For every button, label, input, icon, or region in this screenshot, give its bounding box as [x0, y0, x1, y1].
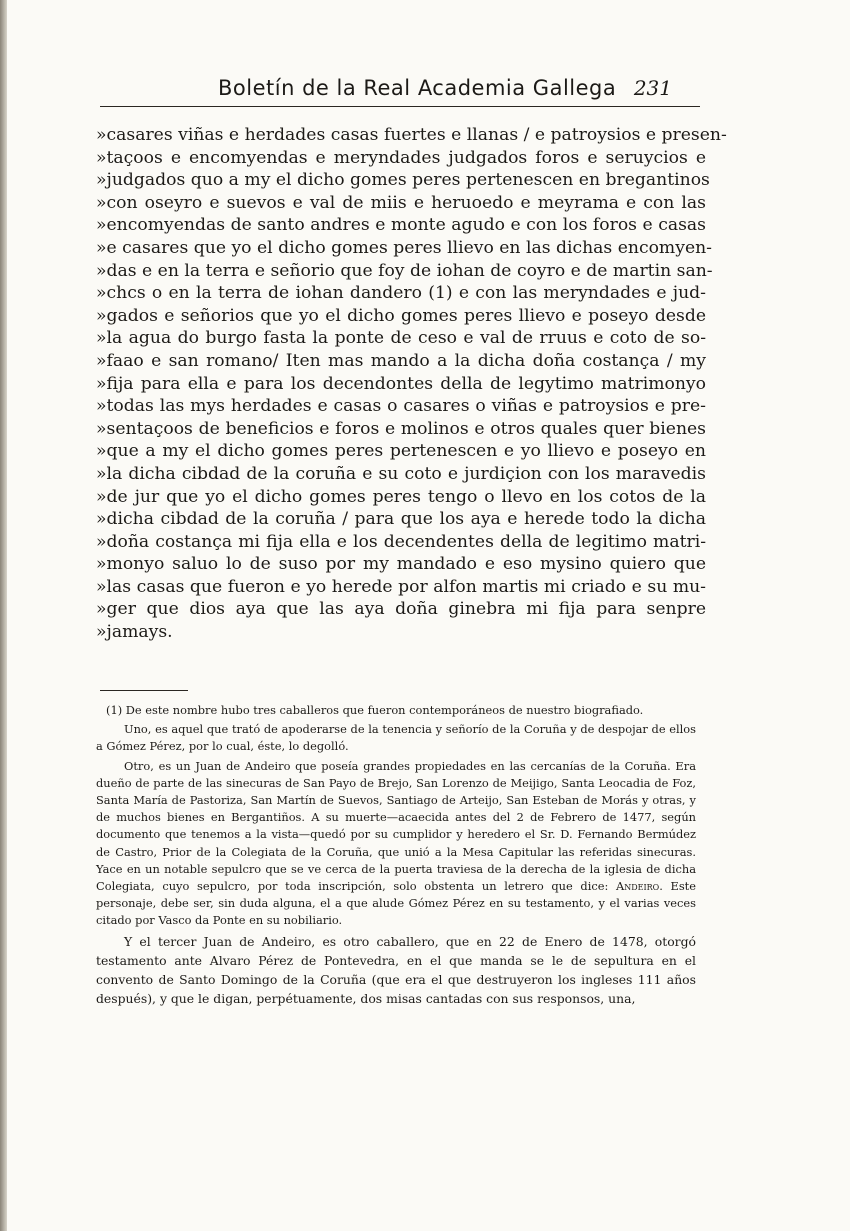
footnote-paragraph: (1) De este nombre hubo tres caballeros que fueron contemporáneos de nuestro biografiado.	[106, 703, 644, 717]
running-header	[100, 72, 700, 107]
footnote-separator	[100, 690, 188, 691]
text-line: »la agua do burgo fasta la ponte de ceso e val de rruus e coto de so-	[96, 328, 706, 349]
text-line: »sentaçoos de beneficios e foros e molinos e otros quales quer bienes	[96, 418, 706, 439]
inscription-text: Andeiro	[615, 879, 660, 894]
text-line: »judgados quo a my el dicho gomes peres pertenescen en bregantinos	[96, 170, 710, 191]
text-line: »doña costança mi fija ella e los decendentes della de legitimo matri-	[96, 531, 706, 552]
text-line: »la dicha cibdad de la coruña e su coto e jurdiçion con los maravedis	[96, 463, 706, 484]
text-line: »dicha cibdad de la coruña / para que los aya e herede todo la dicha	[96, 509, 706, 530]
text-line: »taçoos e encomyendas e meryndades judgados foros e seruycios e	[96, 147, 706, 168]
footnote-paragraph: Uno, es aquel que trató de apoderarse de la tenencia y señorío de la Coruña y de despojar de ellos a Gómez Pérez, por lo cual, éste, lo degolló.	[96, 722, 696, 754]
text-line: »de jur que yo el dicho gomes peres tengo o llevo en los cotos de la	[96, 486, 706, 507]
page-number: 231	[633, 76, 672, 100]
text-line: »ger que dios aya que las aya doña ginebra mi fija para senpre	[96, 599, 706, 620]
footnote-paragraph	[96, 758, 696, 930]
footnote-paragraph: Y el tercer Juan de Andeiro, es otro caballero, que en 22 de Enero de 1478, otorgó testamento ante Alvaro Pérez de Pontevedra, en el que manda se le de sepultura en el convento de Santo Domingo de la Coruña (que era el que destruyeron los ingleses 111 años después), y que le digan, perpétuamente, dos misas cantadas con sus responsos, una,	[96, 933, 696, 1006]
footnote-text: . Este personaje, debe ser, sin duda alguna, el a que alude Gómez Pérez en su testamento, y el varias veces citado por Vasco da Ponte en su nobiliario.	[96, 879, 696, 928]
text-line: »monyo saluo lo de suso por my mandado e eso mysino quiero que	[96, 554, 706, 575]
journal-title: Boletín de la Real Academia Gallega	[218, 76, 617, 100]
text-line: »casares viñas e herdades casas fuertes e llanas / e patroysios e presen-	[96, 125, 727, 145]
text-line: »las casas que fueron e yo herede por alfon martis mi criado e su mu-	[96, 576, 706, 597]
text-line: »e casares que yo el dicho gomes peres llievo en las dichas encomyen-	[96, 237, 712, 258]
text-line: »jamays.	[96, 622, 173, 643]
text-line: »con oseyro e suevos e val de miis e heruoedo e meyrama e con las	[96, 192, 706, 213]
text-line: »gados e señorios que yo el dicho gomes peres llievo e poseyo desde	[96, 305, 706, 326]
text-line: »que a my el dicho gomes peres pertenescen e yo llievo e poseyo en	[96, 441, 706, 462]
footnote-text: Otro, es un Juan de Andeiro que poseía grandes propiedades en las cercanías de la Coruña. Era dueño de parte de las sinecuras de San Payo de Brejo, San Lorenzo de Meijigo, Santa Leocadia de Foz, Santa María de Pastoriza, San Martín de Suevos, Santiago de Arteijo, San Esteban de Morás y otras, y de muchos bienes en Bergantiños. A su muerte—acaecida antes del 2 de Febrero de 1477, según documento que tenemos a la vista—quedó por su cumplidor y heredero el Sr. D. Fernando Bermúdez de Castro, Prior de la Colegiata de la Coruña, que unió a la Mesa Capitular las referidas sinecuras. Yace en un notable sepulcro que se ve cerca de la puerta traviesa de la derecha de la iglesia de dicha Colegiata, cuyo sepulcro, por toda inscripción, solo obstenta un letrero que dice:	[96, 758, 696, 894]
page-binding-edge	[0, 0, 7, 1231]
text-line: »chcs o en la terra de iohan dandero (1) e con las meryndades e jud-	[96, 283, 706, 304]
text-line: »faao e san romano/ Iten mas mando a la dicha doña costança / my	[96, 350, 706, 371]
text-line: »encomyendas de santo andres e monte agudo e con los foros e casas	[96, 215, 706, 236]
text-line: »todas las mys herdades e casas o casares o viñas e patroysios e pre-	[96, 396, 706, 417]
footnotes	[96, 702, 696, 1010]
main-text	[96, 124, 727, 644]
text-line: »das e en la terra e señorio que foy de iohan de coyro e de martin san-	[96, 260, 713, 281]
text-line: »fija para ella e para los decendontes della de legytimo matrimonyo	[96, 373, 706, 394]
